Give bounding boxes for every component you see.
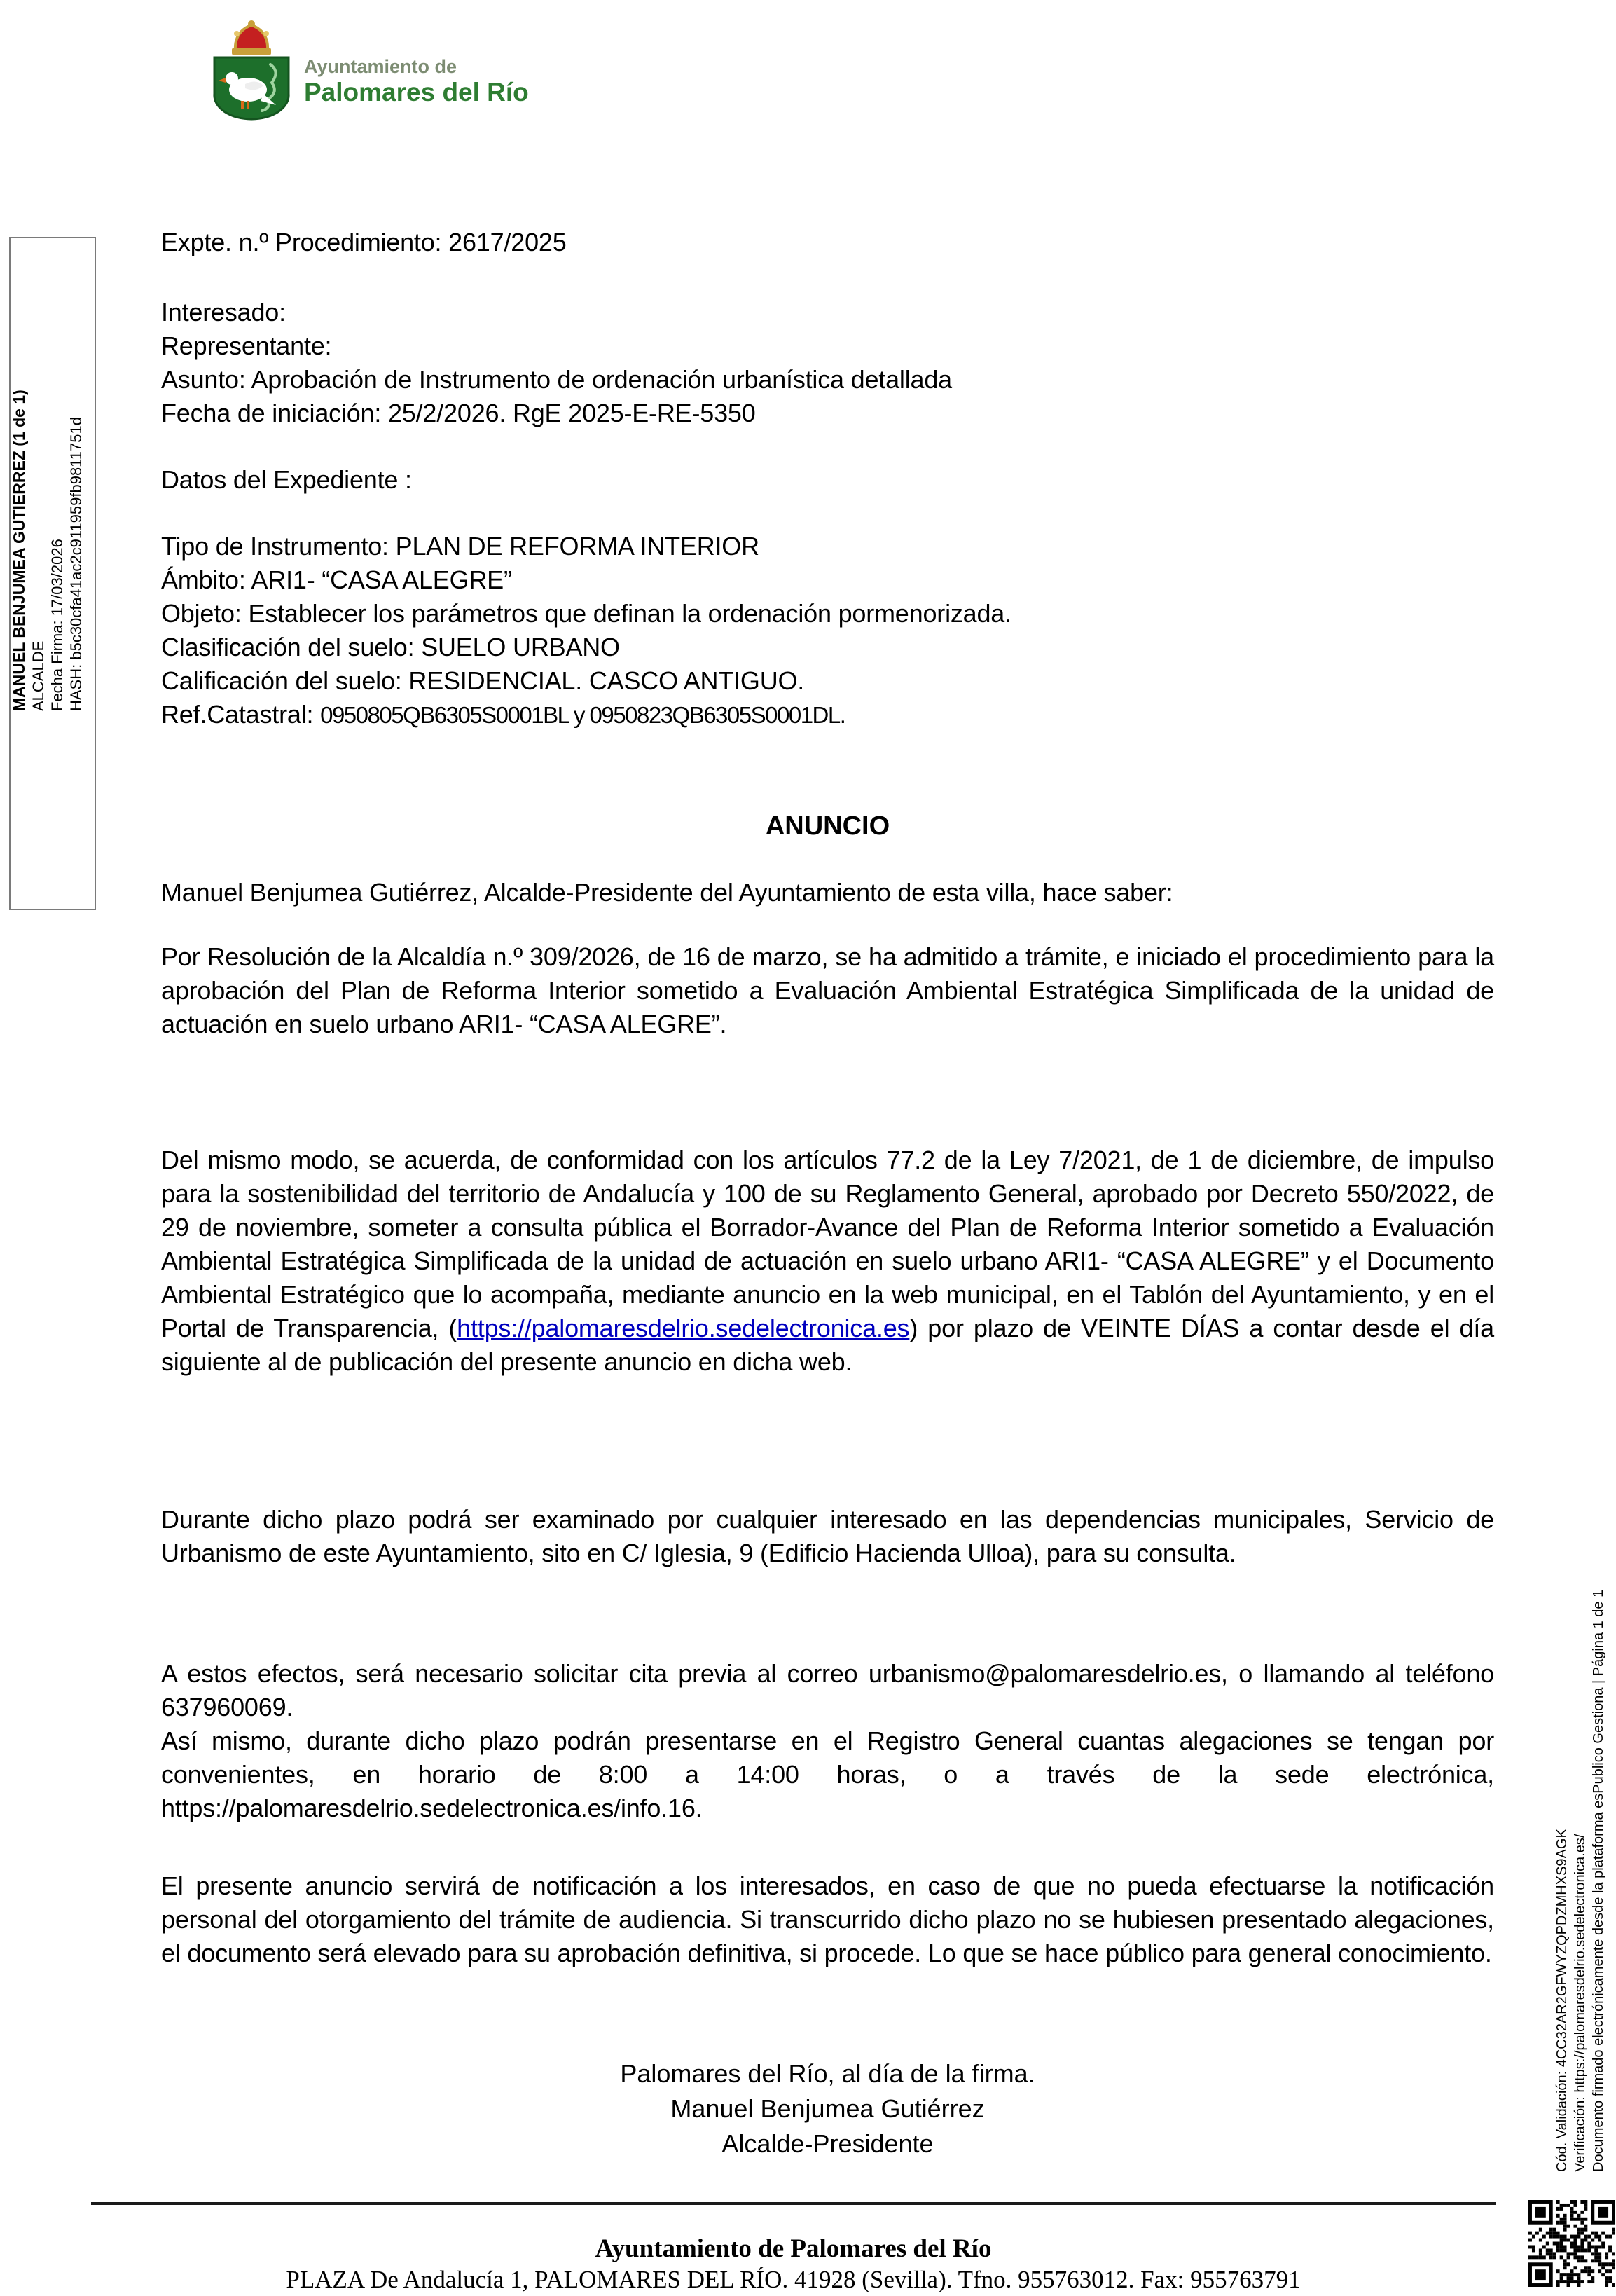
paragraph-cita-previa [161, 1657, 1494, 1825]
paragraph-consulta-text-before: Del mismo modo, se acuerda, de conformidad con los artículos 77.2 de la Ley 7/2021, de 1 de diciembre, de impulso para la sostenibilidad del territorio de Andalucía y 100 de su Reglamento General, aprobado por Decreto 550/2022, de 29 de noviembre, someter a consulta pública el Borrador-Avance del Plan de Reforma Interior sometido a Evaluación Ambiental Estratégica Simplificada de la unidad de actuación en suelo urbano ARI1- “CASA ALEGRE” y el Documento Ambiental Estratégico que lo acompaña, mediante anuncio en la web municipal, en el Tablón del Ayuntamiento, y en el Portal de Transparencia, ( [161, 1146, 1494, 1342]
stamp-hash: HASH: b5c30cfa41ac2c911959fb9811751d [67, 417, 85, 711]
paragraph-consulta-text-after: ) por plazo de VEINTE DÍAS a contar desde el día siguiente al de publicación del presente anuncio en dicha web. [161, 1314, 1494, 1376]
signature-place-line: Palomares del Río, al día de la firma. [620, 2059, 1035, 2088]
stamp-signer-role: ALCALDE [29, 640, 47, 711]
signature-role-line: Alcalde-Presidente [721, 2129, 934, 2158]
verification-url-line: Verificación: https://palomaresdelrio.sedelectronica.es/ [1573, 1834, 1588, 2172]
ambito-line: Ámbito: ARI1- “CASA ALEGRE” [161, 565, 512, 594]
coat-of-arms-icon [209, 15, 294, 122]
paragraph-cita-previa-a: A estos efectos, será necesario solicitar cita previa al correo urbanismo@palomaresdelrio.es, o llamando al teléfono 637960069. [161, 1659, 1494, 1721]
qr-code [1528, 2200, 1615, 2287]
logo-crown-icon [232, 20, 271, 55]
ref-catastral-label: Ref.Catastral: [161, 700, 321, 729]
platform-page-line: Documento firmado electrónicamente desde la plataforma esPublico Gestiona | Página 1 de 1 [1591, 1589, 1606, 2172]
asunto-line: Asunto: Aprobación de Instrumento de ordenación urbanística detallada [161, 365, 952, 394]
signature-stamp-left [10, 390, 85, 711]
intro-paragraph: Manuel Benjumea Gutiérrez, Alcalde-Presidente del Ayuntamiento de esta villa, hace saber: [161, 878, 1173, 907]
calificacion-suelo-line: Calificación del suelo: RESIDENCIAL. CASCO ANTIGUO. [161, 666, 805, 695]
paragraph-examen: Durante dicho plazo podrá ser examinado por cualquier interesado en las dependencias municipales, Servicio de Urbanismo de este Ayuntamiento, sito en C/ Iglesia, 9 (Edificio Hacienda Ulloa), para su consulta. [161, 1505, 1494, 1567]
logo-shield-icon [214, 57, 289, 119]
logo-text [304, 56, 529, 108]
sede-electronica-link[interactable]: https://palomaresdelrio.sedelectronica.es [457, 1314, 910, 1342]
ref-catastral-value: 0950805QB6305S0001BL y 0950823QB6305S0001DL. [320, 702, 845, 728]
municipal-logo [209, 15, 529, 122]
paragraph-resolucion: Por Resolución de la Alcaldía n.º 309/2026, de 16 de marzo, se ha admitido a trámite, e iniciado el procedimiento para la aprobación del Plan de Reforma Interior sometido a Evaluación Ambiental Estratégica Simplificada de la unidad de actuación en suelo urbano ARI1- “CASA ALEGRE”. [161, 942, 1494, 1038]
signature-name-line: Manuel Benjumea Gutiérrez [670, 2094, 985, 2123]
paragraph-notificacion: El presente anuncio servirá de notificación a los interesados, en caso de que no pueda efectuarse la notificación personal del otorgamiento del trámite de audiencia. Si transcurrido dicho plazo no se hubiesen presentado alegaciones, el documento será elevado para su aprobación definitiva, si procede. Lo que se hace público para general conocimiento. [161, 1871, 1494, 1967]
footer-divider [91, 2202, 1496, 2205]
paragraph-consulta-publica [161, 1143, 1494, 1379]
anuncio-title: ANUNCIO [765, 811, 890, 841]
stamp-signer-name: MANUEL BENJUMEA GUTIERREZ (1 de 1) [10, 390, 28, 711]
signature-block [161, 2056, 1494, 2161]
expediente-number-line: Expte. n.º Procedimiento: 2617/2025 [161, 228, 567, 256]
datos-expediente-title: Datos del Expediente : [161, 465, 412, 494]
expediente-header [161, 226, 1494, 732]
tipo-instrumento-line: Tipo de Instrumento: PLAN DE REFORMA INTERIOR [161, 532, 759, 561]
representante-line: Representante: [161, 331, 332, 360]
stamp-sign-date: Fecha Firma: 17/03/2026 [48, 539, 66, 711]
clasificacion-suelo-line: Clasificación del suelo: SUELO URBANO [161, 633, 620, 661]
paragraph-cita-previa-b: Así mismo, durante dicho plazo podrán presentarse en el Registro General cuantas alegaciones se tengan por convenientes, en horario de 8:00 a 14:00 horas, o a través de la sede electrónica, https://palomaresdelrio.sedelectronica.es/info.16. [161, 1726, 1494, 1822]
validation-stamp-right [1553, 1401, 1608, 2172]
logo-text-line1: Ayuntamiento de [304, 56, 457, 77]
interesado-line: Interesado: [161, 298, 286, 326]
ref-catastral-line [161, 698, 1494, 732]
footer-organization: Ayuntamiento de Palomares del Río [595, 2234, 992, 2263]
fecha-iniciacion-line: Fecha de iniciación: 25/2/2026. RgE 2025-E-RE-5350 [161, 399, 756, 427]
footer-address: PLAZA De Andalucía 1, PALOMARES DEL RÍO. 41928 (Sevilla). Tfno. 955763012. Fax: 955763791 [286, 2266, 1301, 2293]
objeto-line: Objeto: Establecer los parámetros que definan la ordenación pormenorizada. [161, 599, 1011, 628]
logo-text-line2: Palomares del Río [304, 78, 529, 107]
validation-code-line: Cód. Validación: 4CC32AR2GFWYZQPDZMHXS9AGK [1554, 1829, 1570, 2172]
